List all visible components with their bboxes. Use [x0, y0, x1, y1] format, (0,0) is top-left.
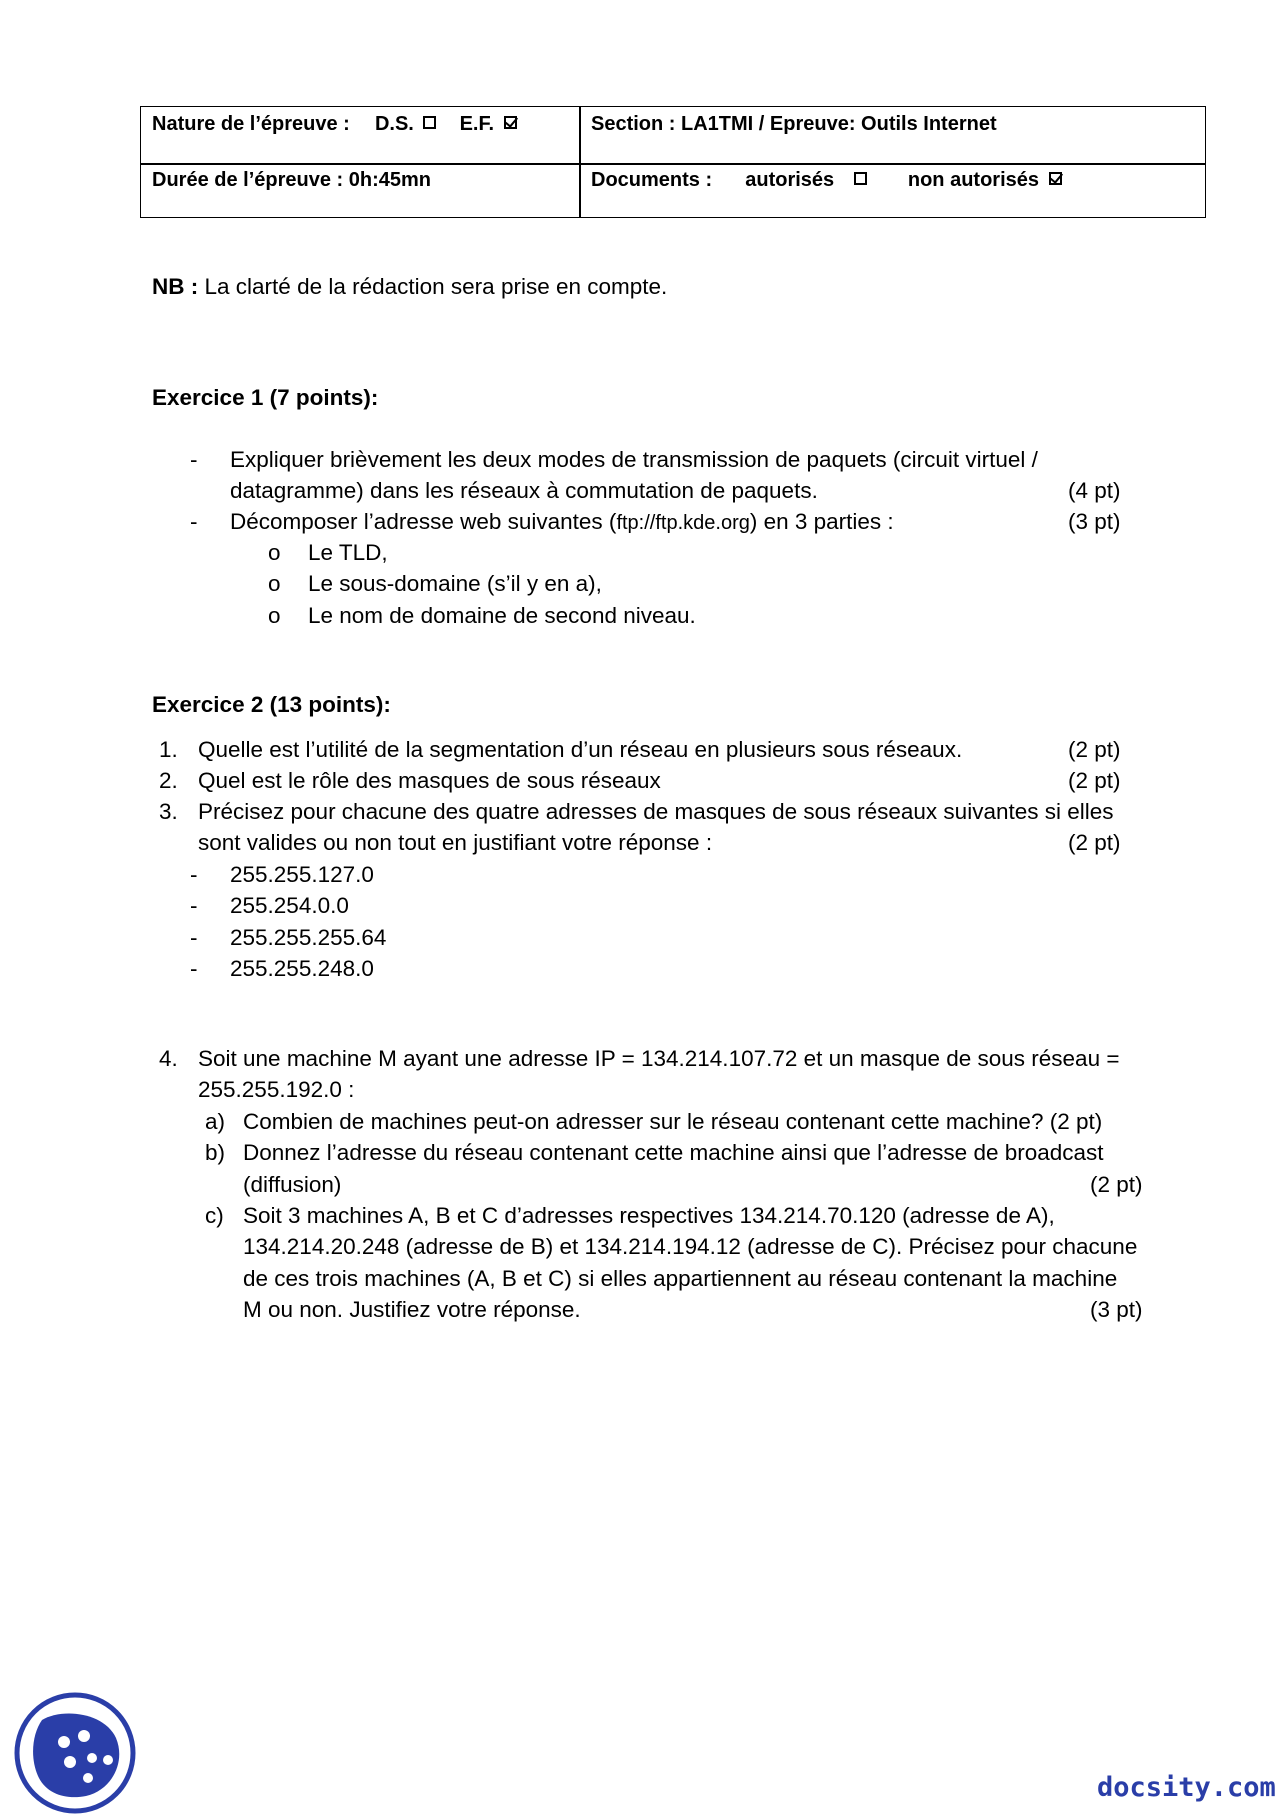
mask-item: 255.255.248.0	[230, 956, 374, 981]
ex1-subitem: Le TLD,	[308, 540, 388, 565]
ex2-q1: Quelle est l’utilité de la segmentation d’un réseau en plusieurs sous réseaux.	[198, 737, 963, 762]
list-number: 3.	[159, 799, 178, 824]
ef-checkbox-icon	[504, 116, 517, 129]
ex1-item2	[230, 508, 894, 537]
nature-cell	[152, 112, 517, 136]
ex2-q4a: Combien de machines peut-on adresser sur le réseau contenant cette machine? (2 pt)	[243, 1109, 1103, 1134]
ex2-q4c-line4: M ou non. Justifiez votre réponse.	[243, 1297, 581, 1322]
ex2-q4-line1: Soit une machine M ayant une adresse IP = 134.214.107.72 et un masque de sous réseau =	[198, 1046, 1120, 1071]
bullet-circle-icon: o	[268, 603, 281, 628]
ex2-q4c-line1: Soit 3 machines A, B et C d’adresses respectives 134.214.70.120 (adresse de A),	[243, 1203, 1055, 1228]
bullet-dash: -	[190, 447, 198, 472]
ex2-q4c-line2: 134.214.20.248 (adresse de B) et 134.214.194.12 (adresse de C). Précisez pour chacune	[243, 1234, 1138, 1259]
bullet-dash: -	[190, 925, 198, 950]
nature-label: Nature de l’épreuve :	[152, 113, 350, 135]
list-letter: b)	[205, 1140, 226, 1165]
exercise2-title: Exercice 2 (13 points):	[152, 692, 391, 717]
ef-label: E.F.	[459, 113, 495, 135]
ex1-item2-url: ftp://ftp.kde.org	[616, 512, 750, 534]
documents-label: Documents :	[591, 169, 713, 191]
ex2-q3-line1: Précisez pour chacune des quatre adresses de masques de sous réseaux suivantes si elles	[198, 799, 1114, 824]
list-number: 1.	[159, 737, 178, 762]
ex1-subitem: Le nom de domaine de second niveau.	[308, 603, 696, 628]
bullet-dash: -	[190, 862, 198, 887]
duree-cell: Durée de l’épreuve : 0h:45mn	[152, 169, 431, 191]
ex2-q4b-line1: Donnez l’adresse du réseau contenant cette machine ainsi que l’adresse de broadcast	[243, 1140, 1104, 1165]
ex2-q4c-points: (3 pt)	[1090, 1297, 1143, 1322]
list-number: 4.	[159, 1046, 178, 1071]
bullet-circle-icon: o	[268, 540, 281, 565]
ex1-item2-prefix: Décomposer l’adresse web suivantes (	[230, 509, 617, 534]
section-cell: Section : LA1TMI / Epreuve: Outils Internet	[591, 113, 997, 135]
ex2-q4b-points: (2 pt)	[1090, 1172, 1143, 1197]
bullet-dash: -	[190, 509, 198, 534]
ex1-item1-line1: Expliquer brièvement les deux modes de transmission de paquets (circuit virtuel /	[230, 447, 1038, 472]
ex2-q1-points: (2 pt)	[1068, 737, 1121, 762]
nb-label: NB :	[152, 274, 199, 299]
ex2-q4b-line2: (diffusion)	[243, 1172, 342, 1197]
ex1-item1-points: (4 pt)	[1068, 478, 1121, 503]
ds-label: D.S.	[374, 113, 414, 135]
ex1-item2-suffix: ) en 3 parties :	[749, 509, 894, 534]
autorises-label: autorisés	[745, 169, 835, 191]
table-divider-horizontal	[141, 163, 1205, 165]
bullet-circle-icon: o	[268, 571, 281, 596]
nb-text: La clarté de la rédaction sera prise en compte.	[204, 274, 668, 299]
ex2-q4c-line3: de ces trois machines (A, B et C) si elles appartiennent au réseau contenant la machine	[243, 1266, 1118, 1291]
ex2-q3-points: (2 pt)	[1068, 830, 1121, 855]
ex2-q3-line2: sont valides ou non tout en justifiant votre réponse :	[198, 830, 713, 855]
table-divider-vertical	[579, 107, 581, 217]
mask-item: 255.255.127.0	[230, 862, 374, 887]
bullet-dash: -	[190, 956, 198, 981]
docsity-logo-icon	[12, 1690, 138, 1816]
bullet-dash: -	[190, 893, 198, 918]
nb-note	[152, 273, 667, 301]
ex2-q4-line2: 255.255.192.0 :	[198, 1077, 355, 1102]
docsity-watermark: docsity.com	[1097, 1772, 1276, 1803]
ds-checkbox-icon	[423, 116, 436, 129]
ex1-subitem: Le sous-domaine (s’il y en a),	[308, 571, 602, 596]
ex1-item2-points: (3 pt)	[1068, 509, 1121, 534]
list-letter: c)	[205, 1203, 224, 1228]
exercise1-title: Exercice 1 (7 points):	[152, 385, 379, 410]
ex2-q2: Quel est le rôle des masques de sous réseaux	[198, 768, 661, 793]
non-autorises-checkbox-icon	[1049, 172, 1062, 185]
list-number: 2.	[159, 768, 178, 793]
ex1-item1-line2: datagramme) dans les réseaux à commutation de paquets.	[230, 478, 818, 503]
documents-cell	[591, 168, 1062, 192]
non-autorises-label: non autorisés	[907, 169, 1040, 191]
list-letter: a)	[205, 1109, 226, 1134]
mask-item: 255.255.255.64	[230, 925, 387, 950]
mask-item: 255.254.0.0	[230, 893, 349, 918]
ex2-q2-points: (2 pt)	[1068, 768, 1121, 793]
autorises-checkbox-icon	[854, 172, 867, 185]
